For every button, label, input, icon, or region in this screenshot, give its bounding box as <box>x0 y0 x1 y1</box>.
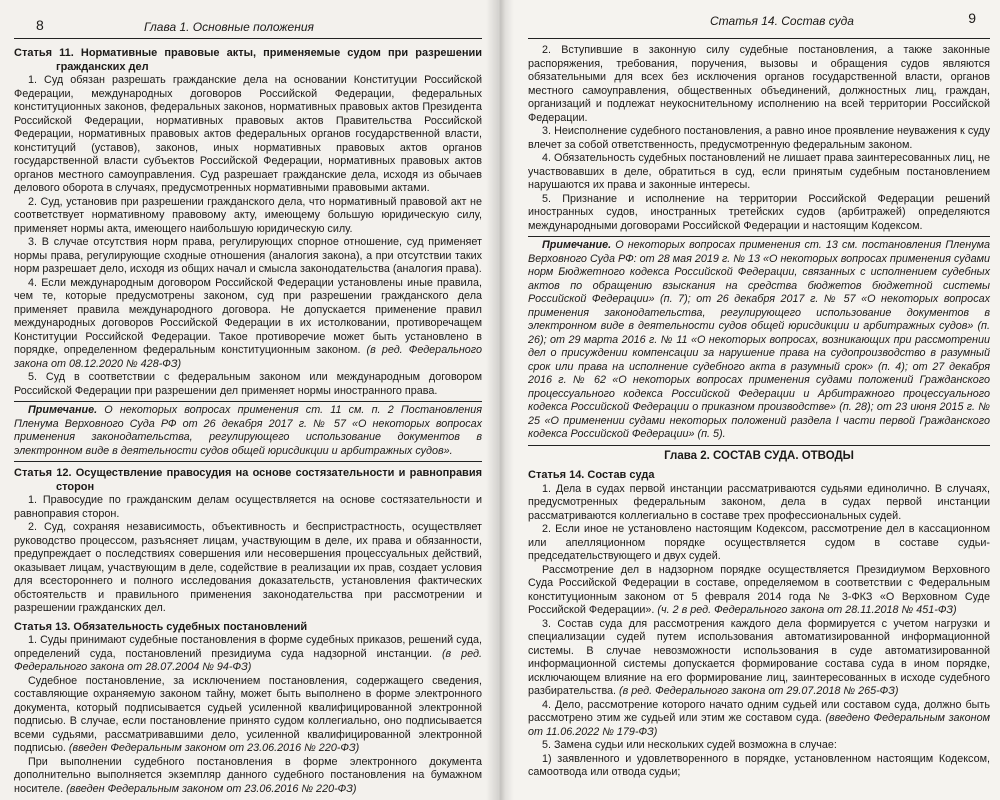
right-page <box>498 0 1000 800</box>
paragraph-text: 1. Дела в судах первой инстанции рассматриваются судьями единолично. В случаях, предусмотренных федеральным законом, дела в судах первой инстанции рассматриваются коллегиально в составе трех профессиональных судей. <box>528 482 990 522</box>
right-page-header <box>528 0 990 39</box>
paragraph-text: Судебное постановление, за исключением постановления, содержащего сведения, составляющие охраняемую законом тайну, может быть выполнено в форме электронного документа, который подписывается судьей усиленной квалифицированной электронной подписью. В случае, если постановление принято судом коллегиально, оно подписывается всеми судьями, рассматривавшими дело, усиленной квалифицированной электронной подписью. <box>14 674 482 754</box>
paragraph <box>14 521 482 616</box>
paragraph-text: 4. Обязательность судебных постановлений не лишает права заинтересованных лиц, не участвовавших в деле, обратиться в суд, если принятым судебным постановлением нарушаются их права и законные интересы. <box>528 152 990 191</box>
paragraph <box>14 196 482 237</box>
left-page-header <box>14 0 482 39</box>
note-block <box>528 236 990 446</box>
amendment-note: (введено Федеральным законом от 11.06.2022 № 179-ФЗ) <box>528 712 990 738</box>
paragraph <box>14 634 482 675</box>
note-text: О некоторых вопросах применения ст. 11 см. п. 2 Постановления Пленума Верховного Суда РФ от 26 декабря 2017 г. № 57 «О некоторых вопросах применения законодательства, регулирующего использование документов в электронном виде в деятельности судов общей юрисдикции и арбитражных судов». <box>14 404 482 457</box>
book-gutter-shadow <box>486 0 514 800</box>
paragraph-text: 1) заявленного и удовлетворенного в порядке, установленном настоящим Кодексом, самоотвода или отвода судьи; <box>528 752 990 778</box>
note-block <box>14 401 482 462</box>
paragraph-text: 2. Суд, установив при разрешении гражданского дела, что нормативный правовой акт не соответствует нормативному правовому акту, имеющему большую юридическую силу, применяет нормы акта, имеющего наибольшую юридическую силу. <box>14 195 482 235</box>
paragraph <box>14 277 482 372</box>
paragraph-text: 1. Суд обязан разрешать гражданские дела на основании Конституции Российской Федерации, международных договоров Российской Федерации, федеральных конституционных законов, федеральных законов, нормативных правовых актов Президента Российской Федерации, нормативных правовых актов Правительства Российской Федерации, нормативных правовых актов федеральных органов государственной власти, конституций (уставов), законов, иных нормативных правовых актов органов государственной власти субъектов Российской Федерации, нормативных правовых актов органов местного самоуправления. Суд разрешает гражданские дела, исходя из обычаев делового оборота в случаях, предусмотренных нормативными правовыми актами. <box>14 74 482 194</box>
left-page <box>0 0 498 800</box>
left-page-body <box>14 39 482 796</box>
paragraph-text: Рассмотрение дел в надзорном порядке осуществляется Президиумом Верховного Суда Российской Федерации в составе, определяемом в соответствии с Федеральным конституционным законом от 5 февраля 2014 года № 3-ФКЗ «О Верховном Суде Российской Федерации». <box>528 563 990 616</box>
paragraph <box>528 523 990 564</box>
paragraph-text: 5. Признание и исполнение на территории Российской Федерации решений иностранных судов, иностранных третейских судов (арбитражей) определяются международными договорами Российской Федерации и настоящим Кодексом. <box>528 192 990 232</box>
article-heading: Статья 12. Осуществление правосудия на основе состязательности и равноправия сторон <box>14 467 482 493</box>
amendment-note: (ч. 2 в ред. Федерального закона от 28.11.2018 № 451-ФЗ) <box>654 604 957 616</box>
paragraph <box>528 618 990 699</box>
paragraph <box>14 494 482 521</box>
paragraph-text: 4. Если международным договором Российской Федерации установлены иные правила, чем те, которые предусмотрены законом, суд при разрешении гражданского дела применяет правила международного договора. Не допускается применение правил международных договоров Российской Федерации в их истолковании, противоречащем Конституции Российской Федерации. Такое противоречие может быть установлено в порядке, определенном федеральным конституционным законом. <box>14 276 482 356</box>
paragraph-text: 1. Суды принимают судебные постановления в форме судебных приказов, решений суда, определений суда, постановлений президиума суда надзорной инстанции. <box>14 634 482 660</box>
paragraph-text: 1. Правосудие по гражданским делам осуществляется на основе состязательности и равноправия сторон. <box>14 494 482 520</box>
amendment-note: (в ред. Федерального закона от 08.12.2020 № 428-ФЗ) <box>14 344 482 370</box>
paragraph <box>14 675 482 756</box>
paragraph <box>528 564 990 618</box>
page-number: 9 <box>968 10 976 26</box>
paragraph-text: 3. В случае отсутствия норм права, регулирующих спорное отношение, суд применяет нормы права, регулирующие сходные отношения (аналогия закона), а при отсутствии таких норм разрешает дело, исходя из общих начал и смысла законодательства (аналогия права). <box>14 236 482 275</box>
chapter-heading: Глава 2. СОСТАВ СУДА. ОТВОДЫ <box>664 449 854 462</box>
paragraph-text: 5. Суд в соответствии с федеральным законом или международным договором Российской Федерации при разрешении дел применяет нормы иностранного права. <box>14 371 482 397</box>
paragraph <box>14 371 482 398</box>
article-heading: Статья 14. Состав суда <box>528 469 655 481</box>
paragraph-text: 5. Замена судьи или нескольких судей возможна в случае: <box>542 739 837 751</box>
paragraph <box>14 756 482 797</box>
paragraph <box>14 236 482 277</box>
amendment-note: (в ред. Федерального закона от 28.07.2004 № 94-ФЗ) <box>14 647 482 673</box>
paragraph-text: 3. Неисполнение судебного постановления, а равно иное проявление неуважения к суду влечет за собой ответственность, предусмотренную федеральным законом. <box>528 125 990 151</box>
paragraph-text: 2. Если иное не установлено настоящим Кодексом, рассмотрение дел в кассационном или апелляционном порядке осуществляется судом в составе судьи-председательствующего и двух судей. <box>528 523 990 562</box>
amendment-note: (введен Федеральным законом от 23.06.2016 № 220-ФЗ) <box>65 742 360 754</box>
paragraph-text: 2. Вступившие в законную силу судебные постановления, а также законные распоряжения, требования, поручения, вызовы и обращения судов являются обязательными для всех без исключения органов государственной власти, органов местного самоуправления, общественных объединений, должностных лиц, граждан, организаций и подлежат неукоснительному исполнению на всей территории Российской Федерации. <box>528 44 990 124</box>
paragraph <box>528 152 990 193</box>
page-number: 8 <box>36 17 44 33</box>
paragraph-text: 4. Дело, рассмотрение которого начато одним судьей или составом суда, должно быть рассмотрено этим же судьей или этим же составом суда. <box>528 698 990 724</box>
article-heading: Статья 11. Нормативные правовые акты, применяемые судом при разрешении гражданских дел <box>14 47 482 73</box>
paragraph-text: 2. Суд, сохраняя независимость, объективность и беспристрастность, осуществляет руководство процессом, разъясняет лицам, участвующим в деле, их права и обязанности, предупреждает о последствиях совершения или несовершения процессуальных действий, оказывает лицам, участвующим в деле, содействие в реализации их прав, создает условия для всестороннего и полного исследования доказательств, установления фактических обстоятельств и правильного применения законодательства при рассмотрении и разрешении гражданских дел. <box>14 521 482 614</box>
paragraph <box>528 193 990 234</box>
article-heading: Статья 13. Обязательность судебных постановлений <box>14 620 308 633</box>
note-label: Примечание. <box>28 404 98 416</box>
paragraph <box>528 753 990 780</box>
note-text: О некоторых вопросах применения ст. 13 см. постановления Пленума Верховного Суда РФ: от 28 мая 2019 г. № 13 «О некоторых вопросах применения судами норм Бюджетного кодекса Российской Федерации, связанных с исполнением судебных актов по обращению взыскания на средства бюджетов бюджетной системы Российской Федерации» (п. 7); от 26 декабря 2017 г. № 57 «О некоторых вопросах применения законодательства, регулирующего использование документов в электронном виде в деятельности судов общей юрисдикции и арбитражных судов» (п. 26); от 29 марта 2016 г. № 11 «О некоторых вопросах, возникающих при рассмотрении дел о присуждении компенсации за нарушение права на судопроизводство в разумный срок или права на исполнение судебного акта в разумный срок» (п. 4); от 27 декабря 2016 г. № 62 «О некоторых вопросах применения судами положений Гражданского процессуального кодекса Российской Федерации и Арбитражного процессуального кодекса Российской Федерации о приказном производстве» (п. 28); от 23 июня 2015 г. № 25 «О применении судами некоторых положений раздела I части первой Гражданского кодекса Российской Федерации» (п. 5). <box>528 239 990 440</box>
paragraph <box>528 699 990 740</box>
amendment-note: (в ред. Федерального закона от 29.07.2018 № 265-ФЗ) <box>616 685 899 697</box>
amendment-note: (введен Федеральным законом от 23.06.2016 № 220-ФЗ) <box>63 782 357 795</box>
paragraph <box>528 125 990 152</box>
right-page-body <box>528 39 990 780</box>
running-header: Глава 1. Основные положения <box>144 20 314 34</box>
paragraph-text: 3. Состав суда для рассмотрения каждого дела формируется с учетом нагрузки и специализации судей путем использования автоматизированной информационной системы. В случае невозможности использования в суде автоматизированной информационной системы допускается формирование состава суда в ином порядке, исключающем влияние на его формирование лиц, заинтересованных в исходе судебного разбирательства. <box>528 617 990 697</box>
running-header: Статья 14. Состав суда <box>710 14 854 28</box>
paragraph <box>528 739 990 753</box>
paragraph <box>14 74 482 196</box>
note-label: Примечание. <box>542 239 612 251</box>
paragraph-text: При выполнении судебного постановления в форме электронного документа дополнительно выполняется экземпляр данного судебного постановления на бумажном носителе. <box>14 755 482 795</box>
paragraph <box>528 483 990 524</box>
paragraph <box>528 44 990 125</box>
